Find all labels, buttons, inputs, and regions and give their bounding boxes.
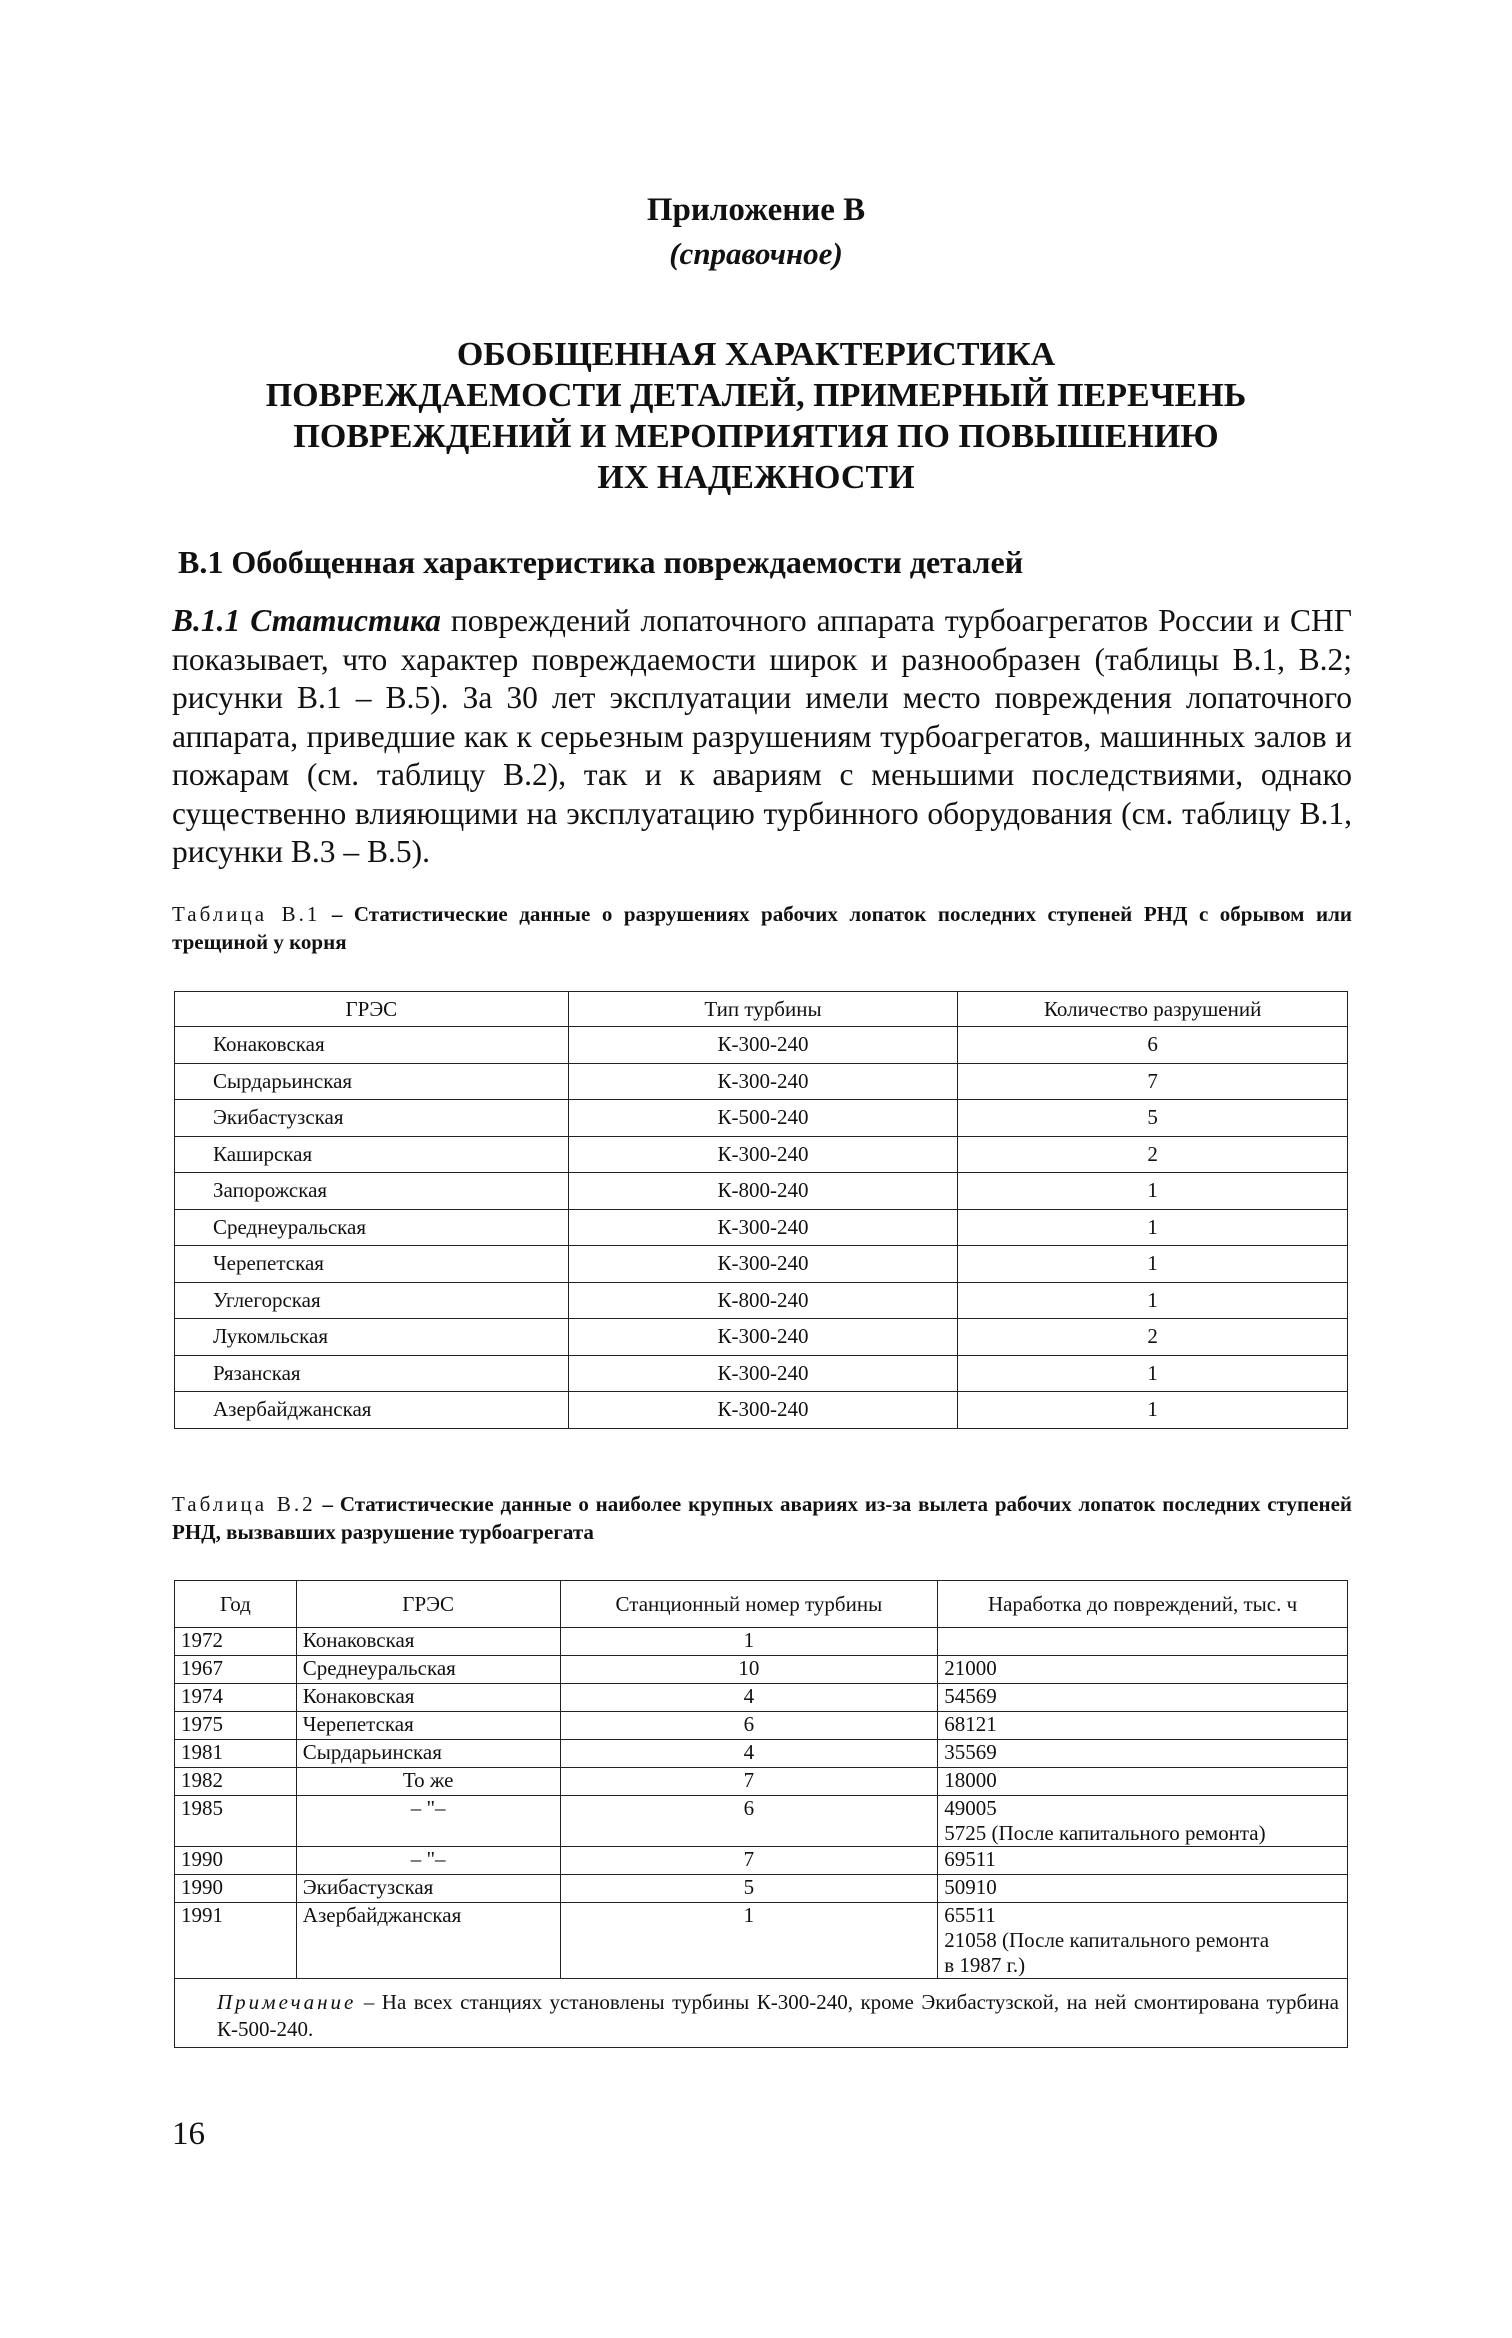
turbine-type-cell: К-300-240 [568,1392,958,1429]
station-cell: Среднеуральская [175,1209,569,1246]
unit-number-cell: 7 [560,1768,938,1796]
table-b1-caption-text: – Статистические данные о разрушениях рабочих лопаток последних ступеней РНД с обрывом или трещиной у корня [172,902,1352,954]
operating-hours-line: 5725 (После капитального ремонта) [944,1821,1266,1845]
failure-count-cell: 1 [958,1282,1348,1319]
station-cell: Конаковская [296,1628,560,1656]
turbine-type-cell: К-500-240 [568,1100,958,1137]
table-row [175,1740,1348,1768]
station-cell: Конаковская [175,1027,569,1064]
operating-hours-line: в 1987 г.) [944,1953,1026,1977]
table-row [175,1768,1348,1796]
unit-number-cell: 5 [560,1875,938,1903]
station-cell: Запорожская [175,1173,569,1210]
failure-count-cell: 2 [958,1319,1348,1356]
main-heading [180,334,1332,498]
failure-count-cell: 2 [958,1136,1348,1173]
page-number: 16 [172,2116,205,2152]
year-cell: 1974 [175,1684,297,1712]
table-b1 [174,991,1348,1429]
operating-hours-line: 21058 (После капитального ремонта [944,1928,1270,1952]
column-header: ГРЭС [175,992,569,1027]
turbine-type-cell: К-300-240 [568,1246,958,1283]
station-cell: Углегорская [175,1282,569,1319]
paragraph-text: повреждений лопаточного аппарата турбоагрегатов России и СНГ показывает, что характер повреждаемости широк и разнообразен (таблицы В.1, В.2; рисунки В.1 – В.5). За 30 лет эксплуатации имели место повреждения лопаточного аппарата, приведшие как к серьезным разрушениям турбоагрегатов, машинных залов и пожарам (см. таблицу В.2), так и к авариям с меньшими последствиями, однако существенно влияющими на эксплуатацию турбинного оборудования (см. таблицу В.1, рисунки В.3 – В.5). [172,603,1352,869]
column-header: Количество разрушений [958,992,1348,1027]
table-row [175,1282,1348,1319]
section-heading: В.1 Обобщенная характеристика повреждаемости деталей [178,544,1024,580]
table-row [175,1903,1348,1979]
station-cell: Экибастузская [296,1875,560,1903]
column-header: Тип турбины [568,992,958,1027]
table-row [175,1847,1348,1875]
unit-number-cell: 10 [560,1656,938,1684]
table-row [175,1355,1348,1392]
operating-hours-cell: 54569 [938,1684,1348,1712]
station-cell: Азербайджанская [296,1903,560,1979]
table-row [175,1392,1348,1429]
station-cell: Сырдарьинская [296,1740,560,1768]
table-row [175,1027,1348,1064]
unit-number-cell: 1 [560,1903,938,1979]
table-row [175,1628,1348,1656]
table-row [175,1712,1348,1740]
table-note [175,1979,1348,2048]
failure-count-cell: 5 [958,1100,1348,1137]
table-row [175,1246,1348,1283]
station-cell: – "– [296,1796,560,1847]
turbine-type-cell: К-300-240 [568,1209,958,1246]
failure-count-cell: 1 [958,1209,1348,1246]
column-header: Год [175,1581,297,1628]
table-row [175,1209,1348,1246]
station-cell: – "– [296,1847,560,1875]
table-note-row [175,1979,1348,2048]
unit-number-cell: 7 [560,1847,938,1875]
appendix-subtitle: (справочное) [669,236,843,271]
operating-hours-cell: 68121 [938,1712,1348,1740]
main-heading-line: ПОВРЕЖДАЕМОСТИ ДЕТАЛЕЙ, ПРИМЕРНЫЙ ПЕРЕЧЕНЬ [265,377,1247,414]
table-row [175,1875,1348,1903]
failure-count-cell: 1 [958,1392,1348,1429]
station-cell: Черепетская [175,1246,569,1283]
station-cell: Сырдарьинская [175,1063,569,1100]
operating-hours-cell [938,1628,1348,1656]
turbine-type-cell: К-300-240 [568,1136,958,1173]
operating-hours-cell: 21000 [938,1656,1348,1684]
failure-count-cell: 1 [958,1173,1348,1210]
column-header: Наработка до повреждений, тыс. ч [938,1581,1348,1628]
failure-count-cell: 1 [958,1355,1348,1392]
intro-paragraph [172,602,1352,872]
year-cell: 1982 [175,1768,297,1796]
operating-hours-cell: 18000 [938,1768,1348,1796]
table-row [175,1656,1348,1684]
main-heading-line: ПОВРЕЖДЕНИЙ И МЕРОПРИЯТИЯ ПО ПОВЫШЕНИЮ [293,418,1219,455]
station-cell: Лукомльская [175,1319,569,1356]
station-cell: Каширская [175,1136,569,1173]
station-cell: Рязанская [175,1355,569,1392]
table-row [175,1063,1348,1100]
table-b1-label: Таблица В.1 [172,902,321,926]
turbine-type-cell: К-800-240 [568,1282,958,1319]
year-cell: 1990 [175,1847,297,1875]
year-cell: 1975 [175,1712,297,1740]
year-cell: 1990 [175,1875,297,1903]
year-cell: 1985 [175,1796,297,1847]
operating-hours-cell [938,1903,1348,1979]
turbine-type-cell: К-300-240 [568,1319,958,1356]
unit-number-cell: 4 [560,1740,938,1768]
table-b2 [174,1580,1348,2048]
failure-count-cell: 6 [958,1027,1348,1064]
appendix-title: Приложение В [646,192,866,228]
table-row [175,1173,1348,1210]
station-cell: Азербайджанская [175,1392,569,1429]
note-label: Примечание [217,1990,357,2014]
failure-count-cell: 1 [958,1246,1348,1283]
unit-number-cell: 6 [560,1712,938,1740]
operating-hours-line: 65511 [944,1903,996,1927]
table-row [175,1100,1348,1137]
unit-number-cell: 6 [560,1796,938,1847]
turbine-type-cell: К-300-240 [568,1063,958,1100]
table-row [175,1684,1348,1712]
year-cell: 1991 [175,1903,297,1979]
table-row [175,1136,1348,1173]
table-b1-caption [172,900,1352,956]
unit-number-cell: 4 [560,1684,938,1712]
table-b2-caption [172,1490,1352,1546]
station-cell: Экибастузская [175,1100,569,1137]
table-header-row [175,1581,1348,1628]
operating-hours-line: 49005 [944,1796,997,1820]
column-header: ГРЭС [296,1581,560,1628]
note-text: – На всех станциях установлены турбины К-300-240, кроме Экибастузской, на ней смонтирована турбина К-500-240. [217,1990,1339,2041]
station-cell: То же [296,1768,560,1796]
year-cell: 1981 [175,1740,297,1768]
failure-count-cell: 7 [958,1063,1348,1100]
main-heading-line: ИХ НАДЕЖНОСТИ [597,459,915,496]
operating-hours-cell [938,1796,1348,1847]
station-cell: Среднеуральская [296,1656,560,1684]
table-row [175,1319,1348,1356]
table-row [175,1796,1348,1847]
paragraph-lead: В.1.1 Статистика [172,603,441,638]
station-cell: Черепетская [296,1712,560,1740]
year-cell: 1972 [175,1628,297,1656]
operating-hours-cell: 50910 [938,1875,1348,1903]
table-b2-caption-text: – Статистические данные о наиболее крупных авариях из-за вылета рабочих лопаток последних ступеней РНД, вызвавших разрушение турбоагрегата [172,1492,1352,1544]
unit-number-cell: 1 [560,1628,938,1656]
table-b2-label: Таблица В.2 [172,1492,316,1516]
turbine-type-cell: К-800-240 [568,1173,958,1210]
table-header-row [175,992,1348,1027]
operating-hours-cell: 35569 [938,1740,1348,1768]
station-cell: Конаковская [296,1684,560,1712]
operating-hours-cell: 69511 [938,1847,1348,1875]
turbine-type-cell: К-300-240 [568,1355,958,1392]
main-heading-line: ОБОБЩЕННАЯ ХАРАКТЕРИСТИКА [456,336,1056,373]
column-header: Станционный номер турбины [560,1581,938,1628]
year-cell: 1967 [175,1656,297,1684]
turbine-type-cell: К-300-240 [568,1027,958,1064]
